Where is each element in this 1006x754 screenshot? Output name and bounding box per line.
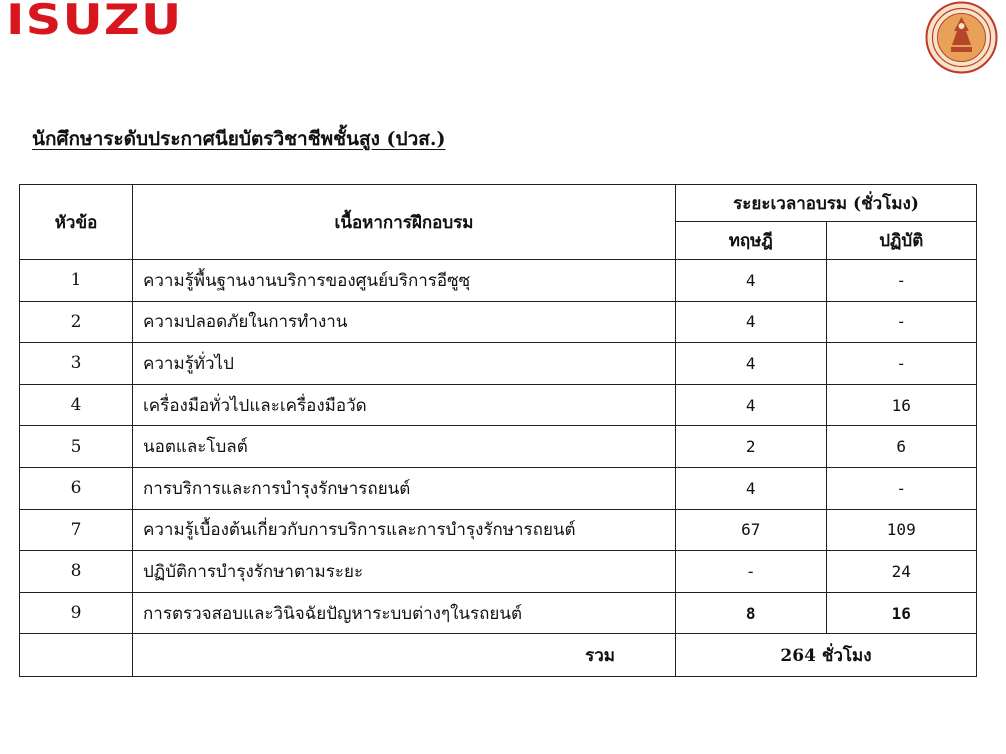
row-no: 8 (20, 551, 133, 593)
row-topic: นอตและโบลต์ (133, 426, 676, 468)
row-practice: - (826, 343, 977, 385)
header-practice: ปฏิบัติ (826, 222, 977, 260)
table-row (20, 592, 977, 634)
row-theory: 4 (676, 467, 827, 509)
row-practice: 16 (826, 384, 977, 426)
row-topic: ความรู้ทั่วไป (133, 343, 676, 385)
table-row (20, 301, 977, 343)
seal-icon (925, 1, 998, 74)
row-theory: 4 (676, 343, 827, 385)
header-duration: ระยะเวลาอบรม (ชั่วโมง) (676, 185, 977, 222)
table-row (20, 260, 977, 302)
row-practice: - (826, 301, 977, 343)
row-practice: 24 (826, 551, 977, 593)
row-no: 3 (20, 343, 133, 385)
row-topic: การตรวจสอบและวินิจฉัยปัญหาระบบต่างๆในรถยนต์ (133, 592, 676, 634)
header-topic: เนื้อหาการฝึกอบรม (133, 185, 676, 260)
total-empty-cell (20, 634, 133, 677)
row-topic: ปฏิบัติการบำรุงรักษาตามระยะ (133, 551, 676, 593)
table-row (20, 343, 977, 385)
row-practice: - (826, 260, 977, 302)
row-topic: ความรู้เบื้องต้นเกี่ยวกับการบริการและการบำรุงรักษารถยนต์ (133, 509, 676, 551)
page-title: นักศึกษาระดับประกาศนียบัตรวิชาชีพชั้นสูง (ปวส.) (32, 128, 446, 150)
row-theory: 2 (676, 426, 827, 468)
row-no: 2 (20, 301, 133, 343)
header-no: หัวข้อ (20, 185, 133, 260)
row-no: 9 (20, 592, 133, 634)
row-theory: 8 (676, 592, 827, 634)
row-topic: ความปลอดภัยในการทำงาน (133, 301, 676, 343)
row-theory: 67 (676, 509, 827, 551)
total-label: รวม (133, 634, 676, 677)
table-row (20, 467, 977, 509)
row-practice: 109 (826, 509, 977, 551)
table-row (20, 384, 977, 426)
isuzu-logo: ISUZU (6, 0, 183, 44)
row-no: 1 (20, 260, 133, 302)
row-no: 6 (20, 467, 133, 509)
total-value: 264 ชั่วโมง (676, 634, 977, 677)
row-no: 7 (20, 509, 133, 551)
table-row (20, 551, 977, 593)
row-practice: 6 (826, 426, 977, 468)
row-theory: - (676, 551, 827, 593)
header-theory: ทฤษฎี (676, 222, 827, 260)
row-practice: 16 (826, 592, 977, 634)
row-theory: 4 (676, 384, 827, 426)
training-table (19, 184, 977, 677)
row-theory: 4 (676, 260, 827, 302)
table-header-row (20, 185, 977, 222)
row-theory: 4 (676, 301, 827, 343)
row-practice: - (826, 467, 977, 509)
row-no: 4 (20, 384, 133, 426)
total-row (20, 634, 977, 677)
row-topic: ความรู้พื้นฐานงานบริการของศูนย์บริการอีซูซุ (133, 260, 676, 302)
row-topic: เครื่องมือทั่วไปและเครื่องมือวัด (133, 384, 676, 426)
row-topic: การบริการและการบำรุงรักษารถยนต์ (133, 467, 676, 509)
table-row (20, 509, 977, 551)
table-row (20, 426, 977, 468)
row-no: 5 (20, 426, 133, 468)
